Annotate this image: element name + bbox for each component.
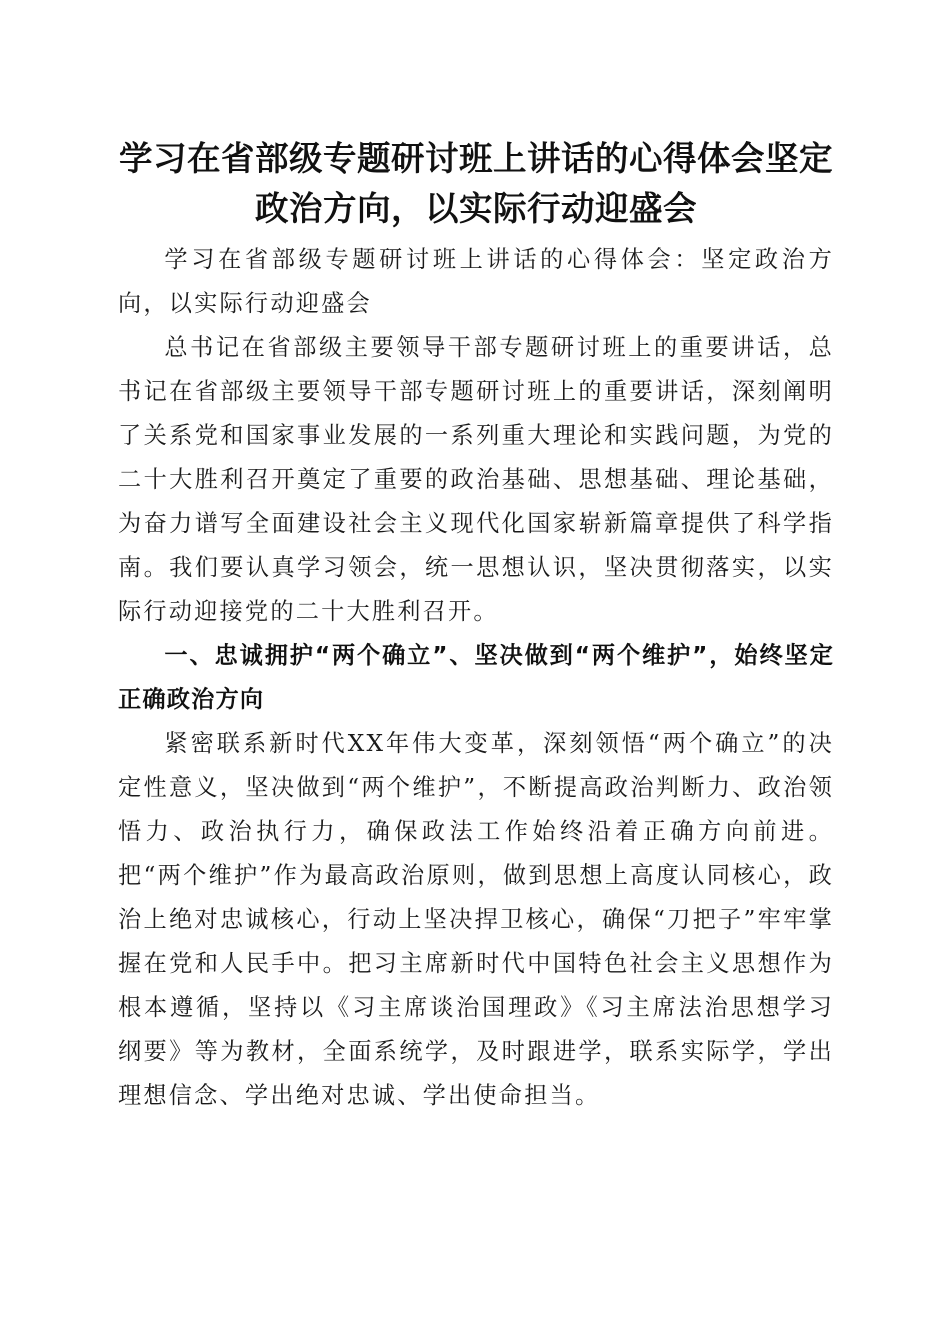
document-title: 学习在省部级专题研讨班上讲话的心得体会坚定政治方向，以实际行动迎盛会 [119, 139, 833, 228]
document-subtitle: 学习在省部级专题研讨班上讲话的心得体会：坚定政治方向，以实际行动迎盛会 [118, 246, 834, 317]
document-page [118, 134, 834, 1118]
section-1-paragraph: 紧密联系新时代XX年伟大变革，深刻领悟“两个确立”的决定性意义，坚决做到“两个维护”，不断提高政治判断力、政治领悟力、政治执行力，确保政法工作始终沿着正确方向前进。把“两个维护”作为最高政治原则，做到思想上高度认同核心，政治上绝对忠诚核心，行动上坚决捍卫核心，确保“刀把子”牢牢掌握在党和人民手中。把习主席新时代中国特色社会主义思想作为根本遵循，坚持以《习主席谈治国理政》《习主席法治思想学习纲要》等为教材，全面系统学，及时跟进学，联系实际学，学出理想信念、学出绝对忠诚、学出使命担当。 [118, 730, 834, 1109]
intro-paragraph: 总书记在省部级主要领导干部专题研讨班上的重要讲话，总书记在省部级主要领导干部专题研讨班上的重要讲话，深刻阐明了关系党和国家事业发展的一系列重大理论和实践问题，为党的二十大胜利召开奠定了重要的政治基础、思想基础、理论基础，为奋力谱写全面建设社会主义现代化国家崭新篇章提供了科学指南。我们要认真学习领会，统一思想认识，坚决贯彻落实，以实际行动迎接党的二十大胜利召开。 [118, 334, 834, 625]
section-1-heading: 一、忠诚拥护“两个确立”、坚决做到“两个维护”，始终坚定正确政治方向 [118, 642, 834, 713]
